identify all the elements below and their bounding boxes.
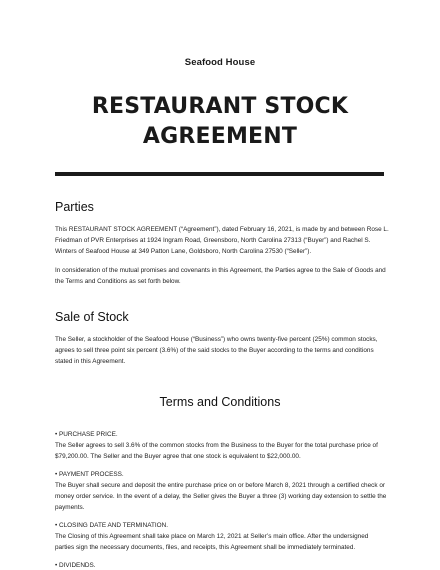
title-line-1: RESTAURANT STOCK [91, 94, 349, 119]
payment-process-title: • PAYMENT PROCESS. [55, 471, 124, 478]
parties-paragraph-1: This RESTAURANT STOCK AGREEMENT (“Agreement”), dated February 16, 2021, is made by and between Rose L. Friedman of PVR Enterprises at 1924 Ingram Road, Greensboro, North Carolina 27313 (“Buyer”) and Rachel S. Winters of Seafood House at 349 Patton Lane, Goldsboro, North Carolina 27530 (“Seller”). [55, 226, 389, 256]
purchase-price-text: The Seller agrees to sell 3.6% of the common stocks from the Business to the Buyer for the total purchase price of $79,200.00. The Seller and the Buyer agree that one stock is equivalent to $22,000.00. [55, 442, 378, 461]
sale-heading: Sale of Stock [55, 310, 129, 324]
document-title [0, 92, 440, 152]
parties-heading: Parties [55, 200, 94, 214]
closing-date-text: The Closing of this Agreement shall take place on March 12, 2021 at Seller’s main office. After the undersigned parties sign the necessary documents, files, and receipts, this Agreement shall be immediately terminated. [55, 533, 369, 552]
title-line-2: AGREEMENT [142, 124, 298, 149]
purchase-price-title: • PURCHASE PRICE. [55, 431, 118, 438]
parties-paragraph-2: In consideration of the mutual promises and covenants in this Agreement, the Parties agree to the Sale of Goods and the Terms and Conditions as set forth below. [55, 267, 386, 286]
sale-paragraph: The Seller, a stockholder of the Seafood House (“Business”) who owns twenty-five percent (25%) common stocks, agrees to sell three point six percent (3.6%) of the said stocks to the Buyer according to the terms and conditions stated in this Agreement. [55, 336, 378, 366]
terms-heading: Terms and Conditions [159, 395, 281, 409]
dividends-title: • DIVIDENDS. [55, 562, 96, 569]
title-divider [55, 172, 384, 176]
payment-process-text: The Buyer shall secure and deposit the entire purchase price on or before March 8, 2021 through a certified check or money order service. In the event of a delay, the Seller gives the Buyer a three (3) working day extension to settle the payments. [55, 482, 387, 512]
closing-date-title: • CLOSING DATE AND TERMINATION. [55, 522, 169, 529]
company-name: Seafood House [184, 57, 256, 68]
